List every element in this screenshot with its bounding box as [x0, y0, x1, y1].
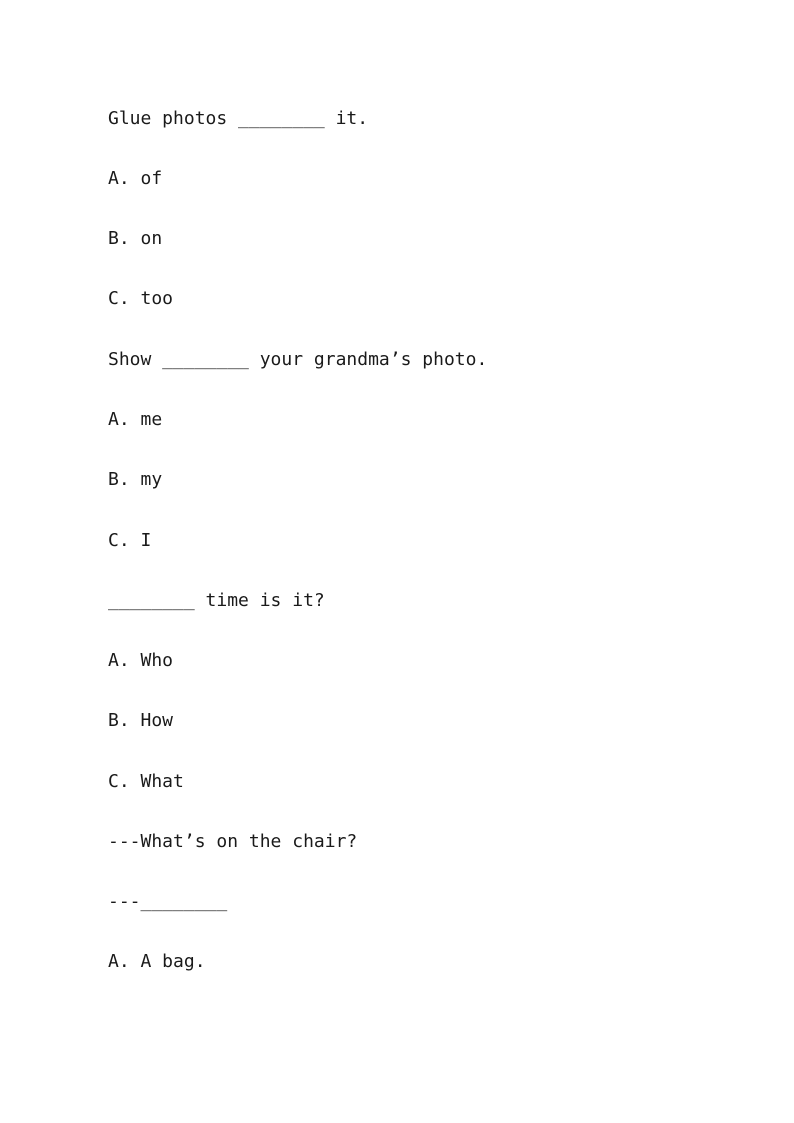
question-1-option-c: C. too [108, 288, 174, 309]
question-3-option-a: A. Who [108, 650, 174, 671]
question-4-answer-blank: ---________ [108, 891, 228, 912]
question-3-option-b: B. How [108, 710, 174, 731]
question-1-text: Glue photos ________ it. [108, 108, 369, 129]
question-1-option-b: B. on [108, 228, 163, 249]
question-4-text: ---What’s on the chair? [108, 831, 358, 852]
question-2-option-b: B. my [108, 469, 163, 490]
question-3-option-c: C. What [108, 771, 184, 792]
question-2-text: Show ________ your grandma’s photo. [108, 349, 488, 370]
question-2-option-a: A. me [108, 409, 163, 430]
question-3-text: ________ time is it? [108, 590, 325, 611]
question-2-option-c: C. I [108, 530, 152, 551]
question-1-option-a: A. of [108, 168, 163, 189]
question-4-option-a: A. A bag. [108, 951, 206, 972]
